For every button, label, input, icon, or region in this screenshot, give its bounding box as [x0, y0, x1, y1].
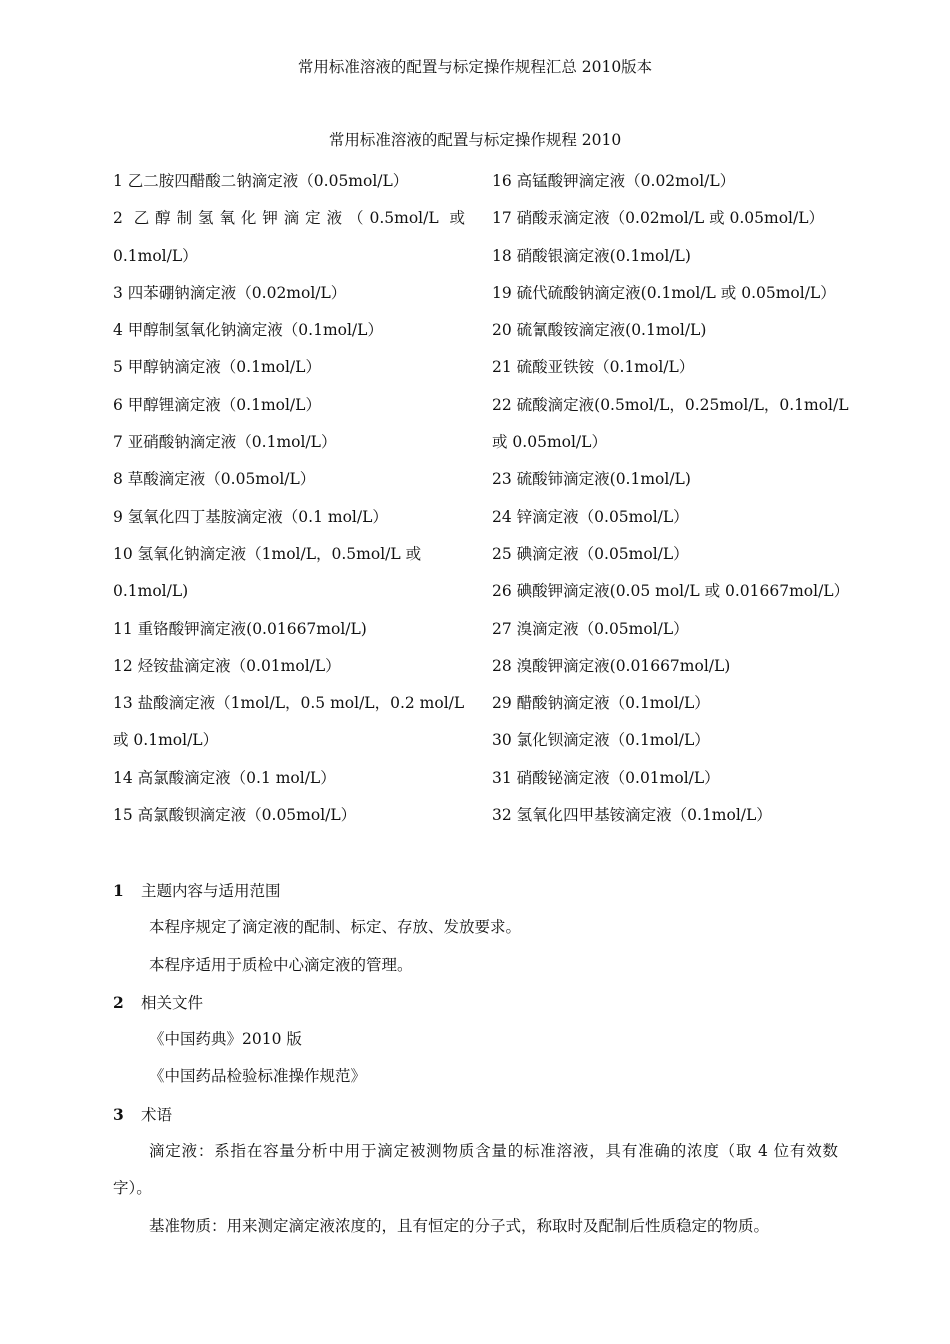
paragraph: 滴定液：系指在容量分析中用于滴定被测物质含量的标准溶液，具有准确的浓度（取 4 位有效数字）。	[113, 1142, 838, 1198]
document-body	[113, 872, 838, 1245]
toc-line: 31 硝酸铋滴定液（0.01mol/L）	[492, 768, 720, 787]
toc-line: 24 锌滴定液（0.05mol/L）	[492, 507, 689, 526]
section-number: 1	[113, 881, 124, 900]
toc-line: 27 溴滴定液（0.05mol/L）	[492, 619, 689, 638]
toc-line: 12 烃铵盐滴定液（0.01mol/L）	[113, 656, 341, 675]
toc-line: 15 高氯酸钡滴定液（0.05mol/L）	[113, 806, 357, 825]
toc-line: 0.1mol/L）	[113, 246, 198, 265]
section-title: 术语	[141, 1105, 173, 1124]
section-title: 相关文件	[141, 993, 204, 1012]
toc-line: 29 醋酸钠滴定液（0.1mol/L）	[492, 694, 710, 713]
toc-line: 8 草酸滴定液（0.05mol/L）	[113, 470, 316, 489]
toc-line: 2 乙醇制氢氧化钾滴定液（0.5mol/L 或	[113, 209, 465, 228]
toc-line: 22 硫酸滴定液(0.5mol/L，0.25mol/L，0.1mol/L	[492, 395, 849, 414]
toc-line: 9 氢氧化四丁基胺滴定液（0.1 mol/L）	[113, 507, 388, 526]
section-heading	[113, 984, 838, 1021]
section-heading	[113, 872, 838, 909]
toc-line: 21 硫酸亚铁铵（0.1mol/L）	[492, 358, 695, 377]
toc-line: 或 0.1mol/L）	[113, 731, 219, 750]
paragraph: 本程序规定了滴定液的配制、标定、存放、发放要求。	[149, 918, 522, 937]
document-title: 常用标准溶液的配置与标定操作规程 2010	[328, 131, 622, 149]
toc-right-column	[492, 163, 852, 834]
toc-line: 6 甲醇锂滴定液（0.1mol/L）	[113, 395, 321, 414]
section-heading	[113, 1096, 838, 1133]
toc-line: 30 氯化钡滴定液（0.1mol/L）	[492, 731, 710, 750]
toc-line: 26 碘酸钾滴定液(0.05 mol/L 或 0.01667mol/L）	[492, 582, 850, 601]
toc-line: 5 甲醇钠滴定液（0.1mol/L）	[113, 358, 321, 377]
toc-line: 3 四苯硼钠滴定液（0.02mol/L）	[113, 283, 347, 302]
reference-item: 《中国药典》2010 版	[149, 1030, 302, 1049]
toc-line: 25 碘滴定液（0.05mol/L）	[492, 544, 689, 563]
toc-line: 7 亚硝酸钠滴定液（0.1mol/L）	[113, 433, 337, 452]
section-number: 3	[113, 1104, 124, 1124]
section-number: 2	[113, 992, 124, 1012]
toc-line: 19 硫代硫酸钠滴定液(0.1mol/L 或 0.05mol/L）	[492, 283, 836, 302]
toc-line: 10 氢氧化钠滴定液（1mol/L，0.5mol/L 或	[113, 544, 422, 563]
toc-line: 或 0.05mol/L）	[492, 433, 607, 452]
paragraph: 本程序适用于质检中心滴定液的管理。	[149, 955, 413, 974]
toc-line: 13 盐酸滴定液（1mol/L，0.5 mol/L，0.2 mol/L	[113, 694, 465, 713]
toc-line: 20 硫氰酸铵滴定液(0.1mol/L)	[492, 321, 707, 340]
section-title: 主题内容与适用范围	[141, 882, 281, 900]
toc-line: 32 氢氧化四甲基铵滴定液（0.1mol/L）	[492, 806, 772, 825]
toc-line: 23 硫酸铈滴定液(0.1mol/L)	[492, 470, 691, 489]
toc-line: 16 高锰酸钾滴定液（0.02mol/L）	[492, 172, 736, 190]
toc-line: 1 乙二胺四醋酸二钠滴定液（0.05mol/L）	[113, 172, 409, 190]
toc-left-column	[113, 163, 465, 834]
toc-line: 28 溴酸钾滴定液(0.01667mol/L)	[492, 656, 731, 675]
toc-line: 4 甲醇制氢氧化钠滴定液（0.1mol/L）	[113, 321, 383, 340]
paragraph: 基准物质：用来测定滴定液浓度的，且有恒定的分子式，称取时及配制后性质稳定的物质。	[149, 1216, 770, 1235]
toc-line: 17 硝酸汞滴定液（0.02mol/L 或 0.05mol/L）	[492, 209, 825, 228]
toc-line: 0.1mol/L)	[113, 582, 189, 601]
toc-line: 18 硝酸银滴定液(0.1mol/L)	[492, 246, 691, 265]
reference-item: 《中国药品检验标准操作规范》	[149, 1067, 367, 1086]
toc-line: 14 高氯酸滴定液（0.1 mol/L）	[113, 768, 336, 787]
toc-line: 11 重铬酸钾滴定液(0.01667mol/L)	[113, 619, 367, 638]
document-header: 常用标准溶液的配置与标定操作规程汇总 2010版本	[297, 58, 653, 76]
